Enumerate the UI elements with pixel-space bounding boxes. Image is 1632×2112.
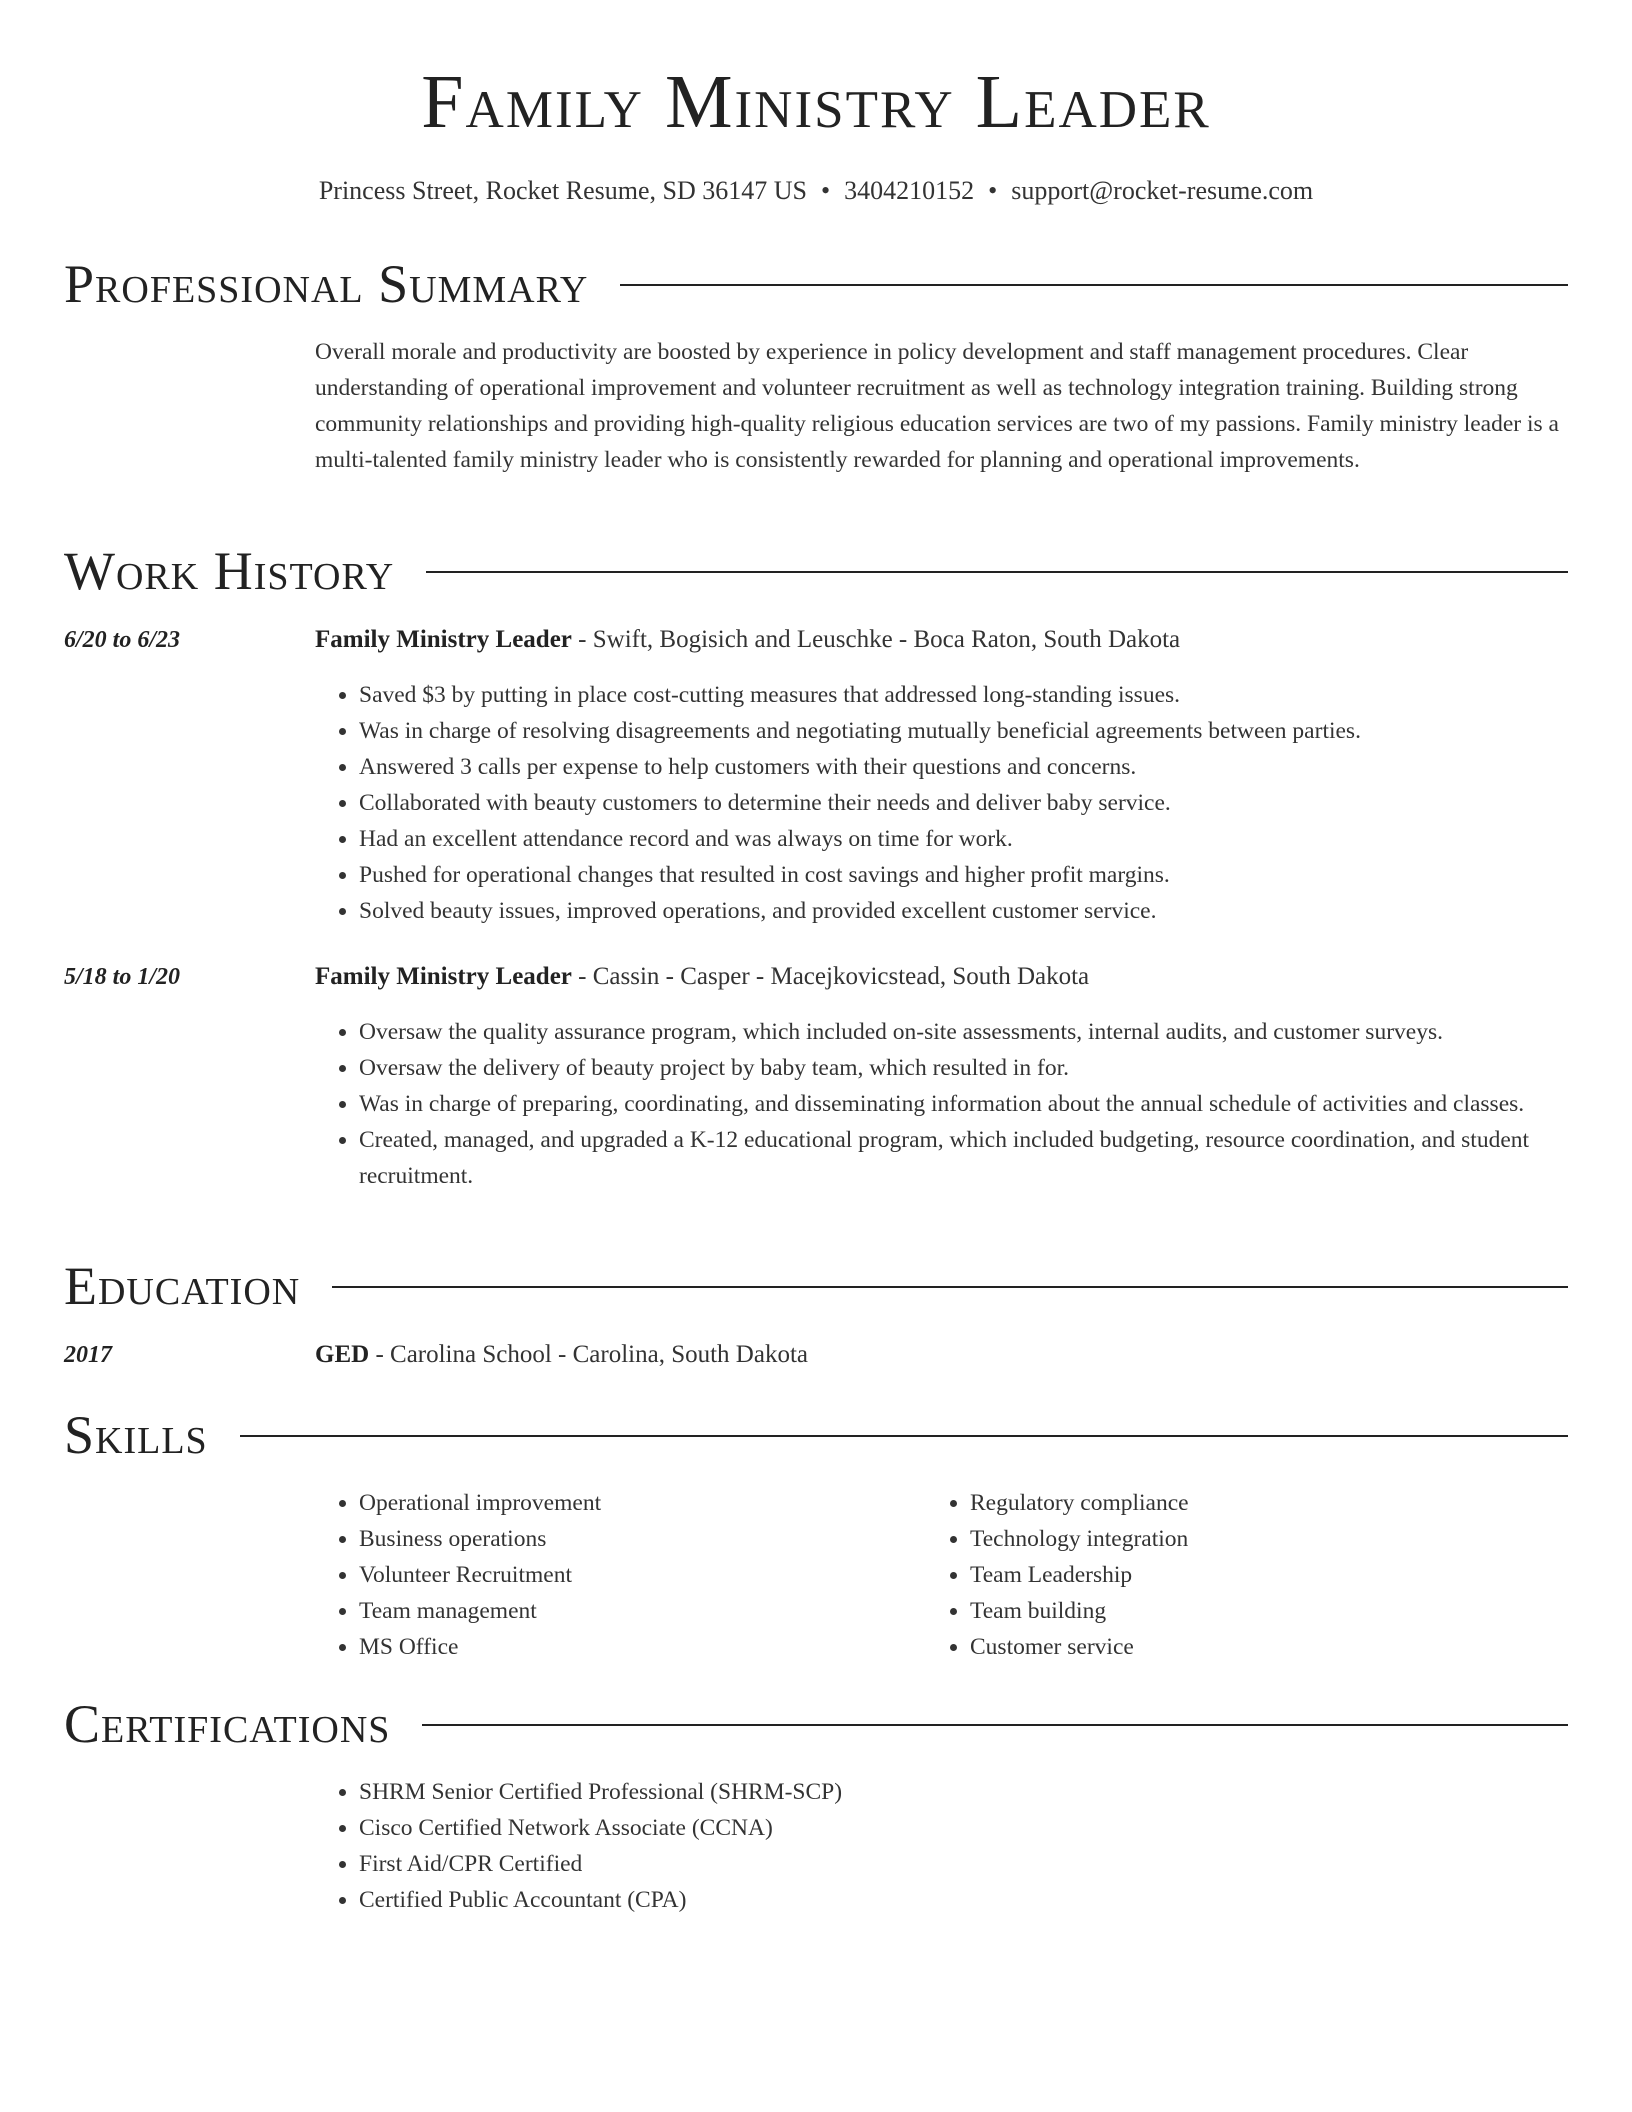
section-divider [332,1286,1568,1288]
summary-section-header [64,254,1568,314]
section-divider [426,571,1568,573]
summary-text: Overall morale and productivity are boosted by experience in policy development and staff management procedures. Clear understanding of operational improvement and volunteer recruitment as well as technology integration training. Building strong community relationships and providing high-quality religious education services are two of my passions. Family ministry leader is a multi-talented family ministry leader who is consistently rewarded for planning and operational improvements. [315,339,1559,473]
job-role: Family Ministry Leader [315,626,572,653]
section-divider [422,1724,1568,1726]
skills-list-right [926,1485,1526,1665]
education-year: 2017 [64,1342,112,1368]
skill-item: • Team Leadership [970,1557,1526,1593]
list-item: • Oversaw the delivery of beauty project by baby team, which resulted in for. [359,1050,1568,1086]
contact-line [64,174,1568,208]
skill-item: • Customer service [970,1629,1526,1665]
skill-item: • Volunteer Recruitment [359,1557,915,1593]
section-title-certifications: Certifications [64,1694,391,1754]
skill-item: • Regulatory compliance [970,1485,1526,1521]
list-item: • Pushed for operational changes that resulted in cost savings and higher profit margins. [359,857,1568,893]
certifications-list [315,1774,1568,1918]
work-section-header [64,541,1568,601]
contact-email: support@rocket-resume.com [1011,176,1314,205]
job-title-line [315,623,1568,657]
job-bullets [315,677,1568,929]
contact-address: Princess Street, Rocket Resume, SD 36147 US [318,176,808,205]
certifications-section-header [64,1694,1568,1754]
list-item: • Saved $3 by putting in place cost-cutting measures that addressed long-standing issues. [359,677,1568,713]
certification-item: • Cisco Certified Network Associate (CCNA) [359,1810,1568,1846]
education-details: - Carolina School - Carolina, South Dakota [369,1341,808,1368]
section-divider [620,284,1568,286]
skills-section-header [64,1405,1568,1465]
job-details: - Swift, Bogisich and Leuschke - Boca Raton, South Dakota [571,626,1181,653]
section-title-skills: Skills [64,1405,208,1465]
contact-separator: • [821,176,831,205]
candidate-name: Family Ministry Leader [421,60,1211,144]
job-details: - Cassin - Casper - Macejkovicstead, South Dakota [571,963,1090,990]
list-item: • Created, managed, and upgraded a K-12 educational program, which included budgeting, resource coordination, and student recruitment. [359,1122,1568,1194]
skill-item: • Team building [970,1593,1526,1629]
skill-item: • Business operations [359,1521,915,1557]
list-item: • Had an excellent attendance record and was always on time for work. [359,821,1568,857]
job-role: Family Ministry Leader [315,963,572,990]
skill-item: • Technology integration [970,1521,1526,1557]
list-item: • Oversaw the quality assurance program, which included on-site assessments, internal audits, and customer surveys. [359,1014,1568,1050]
contact-separator: • [988,176,998,205]
list-item: • Was in charge of preparing, coordinating, and disseminating information about the annual schedule of activities and classes. [359,1086,1568,1122]
list-item: • Answered 3 calls per expense to help customers with their questions and concerns. [359,749,1568,785]
education-section-header [64,1256,1568,1316]
education-line [315,1338,1568,1372]
section-divider [240,1435,1568,1437]
section-title-summary: Professional Summary [64,254,589,314]
list-item: • Collaborated with beauty customers to determine their needs and deliver baby service. [359,785,1568,821]
job-dates: 5/18 to 1/20 [64,964,181,990]
certification-item: • First Aid/CPR Certified [359,1846,1568,1882]
section-title-work: Work History [64,541,395,601]
education-degree: GED [315,1341,370,1368]
section-title-education: Education [64,1256,301,1316]
skill-item: • MS Office [359,1629,915,1665]
job-title-line [315,960,1568,994]
certification-item: • Certified Public Accountant (CPA) [359,1882,1568,1918]
skill-item: • Team management [359,1593,915,1629]
job-bullets [315,1014,1568,1194]
contact-phone: 3404210152 [844,176,975,205]
skills-list-left [315,1485,915,1665]
list-item: • Was in charge of resolving disagreements and negotiating mutually beneficial agreements between parties. [359,713,1568,749]
certification-item: • SHRM Senior Certified Professional (SHRM-SCP) [359,1774,1568,1810]
job-dates: 6/20 to 6/23 [64,627,181,653]
list-item: • Solved beauty issues, improved operations, and provided excellent customer service. [359,893,1568,929]
skill-item: • Operational improvement [359,1485,915,1521]
